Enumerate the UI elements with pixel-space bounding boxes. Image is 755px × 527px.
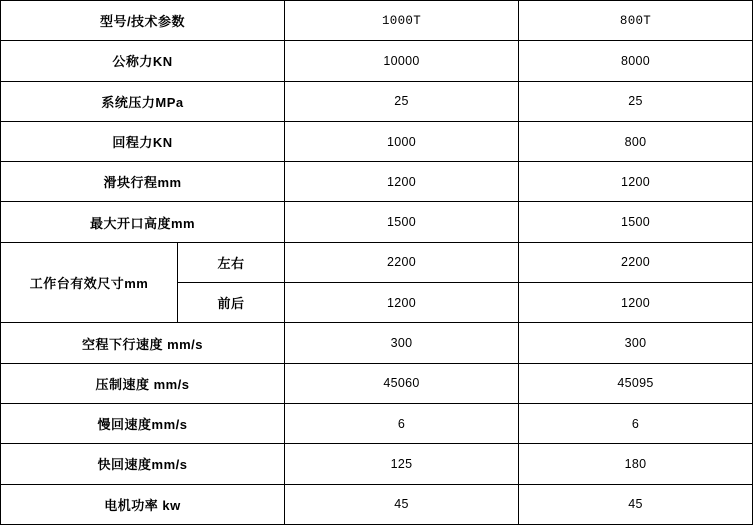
row-label: 电机功率 kw [1,484,285,524]
row-label: 公称力KN [1,41,285,81]
row-value: 1200 [519,283,753,323]
row-label: 快回速度mm/s [1,444,285,484]
row-label: 滑块行程mm [1,162,285,202]
table-row [1,403,753,443]
row-value: 1000 [285,121,519,161]
row-value: 10000 [285,41,519,81]
row-label: 空程下行速度 mm/s [1,323,285,363]
group-label: 工作台有效尺寸mm [1,242,178,323]
table-header-row [1,1,753,41]
table-row [1,323,753,363]
table-row [1,81,753,121]
row-value: 45095 [519,363,753,403]
table-row [1,41,753,81]
table-row [1,484,753,524]
row-value: 300 [519,323,753,363]
table-row [1,121,753,161]
sub-row-label: 左右 [178,242,285,282]
row-label: 系统压力MPa [1,81,285,121]
table-row [1,202,753,242]
row-value: 45 [519,484,753,524]
row-value: 25 [519,81,753,121]
header-param-label: 型号/技术参数 [1,1,285,41]
row-label: 最大开口高度mm [1,202,285,242]
header-model-2: 800T [519,1,753,41]
row-value: 1500 [519,202,753,242]
row-value: 300 [285,323,519,363]
row-value: 1500 [285,202,519,242]
row-value: 45060 [285,363,519,403]
row-value: 1200 [285,283,519,323]
row-value: 1200 [519,162,753,202]
row-value: 2200 [519,242,753,282]
table-row [1,363,753,403]
table-row [1,444,753,484]
table-row-group-first [1,242,753,282]
row-value: 800 [519,121,753,161]
row-value: 25 [285,81,519,121]
row-value: 180 [519,444,753,484]
row-value: 45 [285,484,519,524]
row-value: 2200 [285,242,519,282]
row-value: 6 [285,403,519,443]
row-label: 回程力KN [1,121,285,161]
header-model-1: 1000T [285,1,519,41]
row-value: 6 [519,403,753,443]
table-row [1,162,753,202]
row-value: 8000 [519,41,753,81]
sub-row-label: 前后 [178,283,285,323]
row-label: 慢回速度mm/s [1,403,285,443]
row-label: 压制速度 mm/s [1,363,285,403]
row-value: 1200 [285,162,519,202]
row-value: 125 [285,444,519,484]
